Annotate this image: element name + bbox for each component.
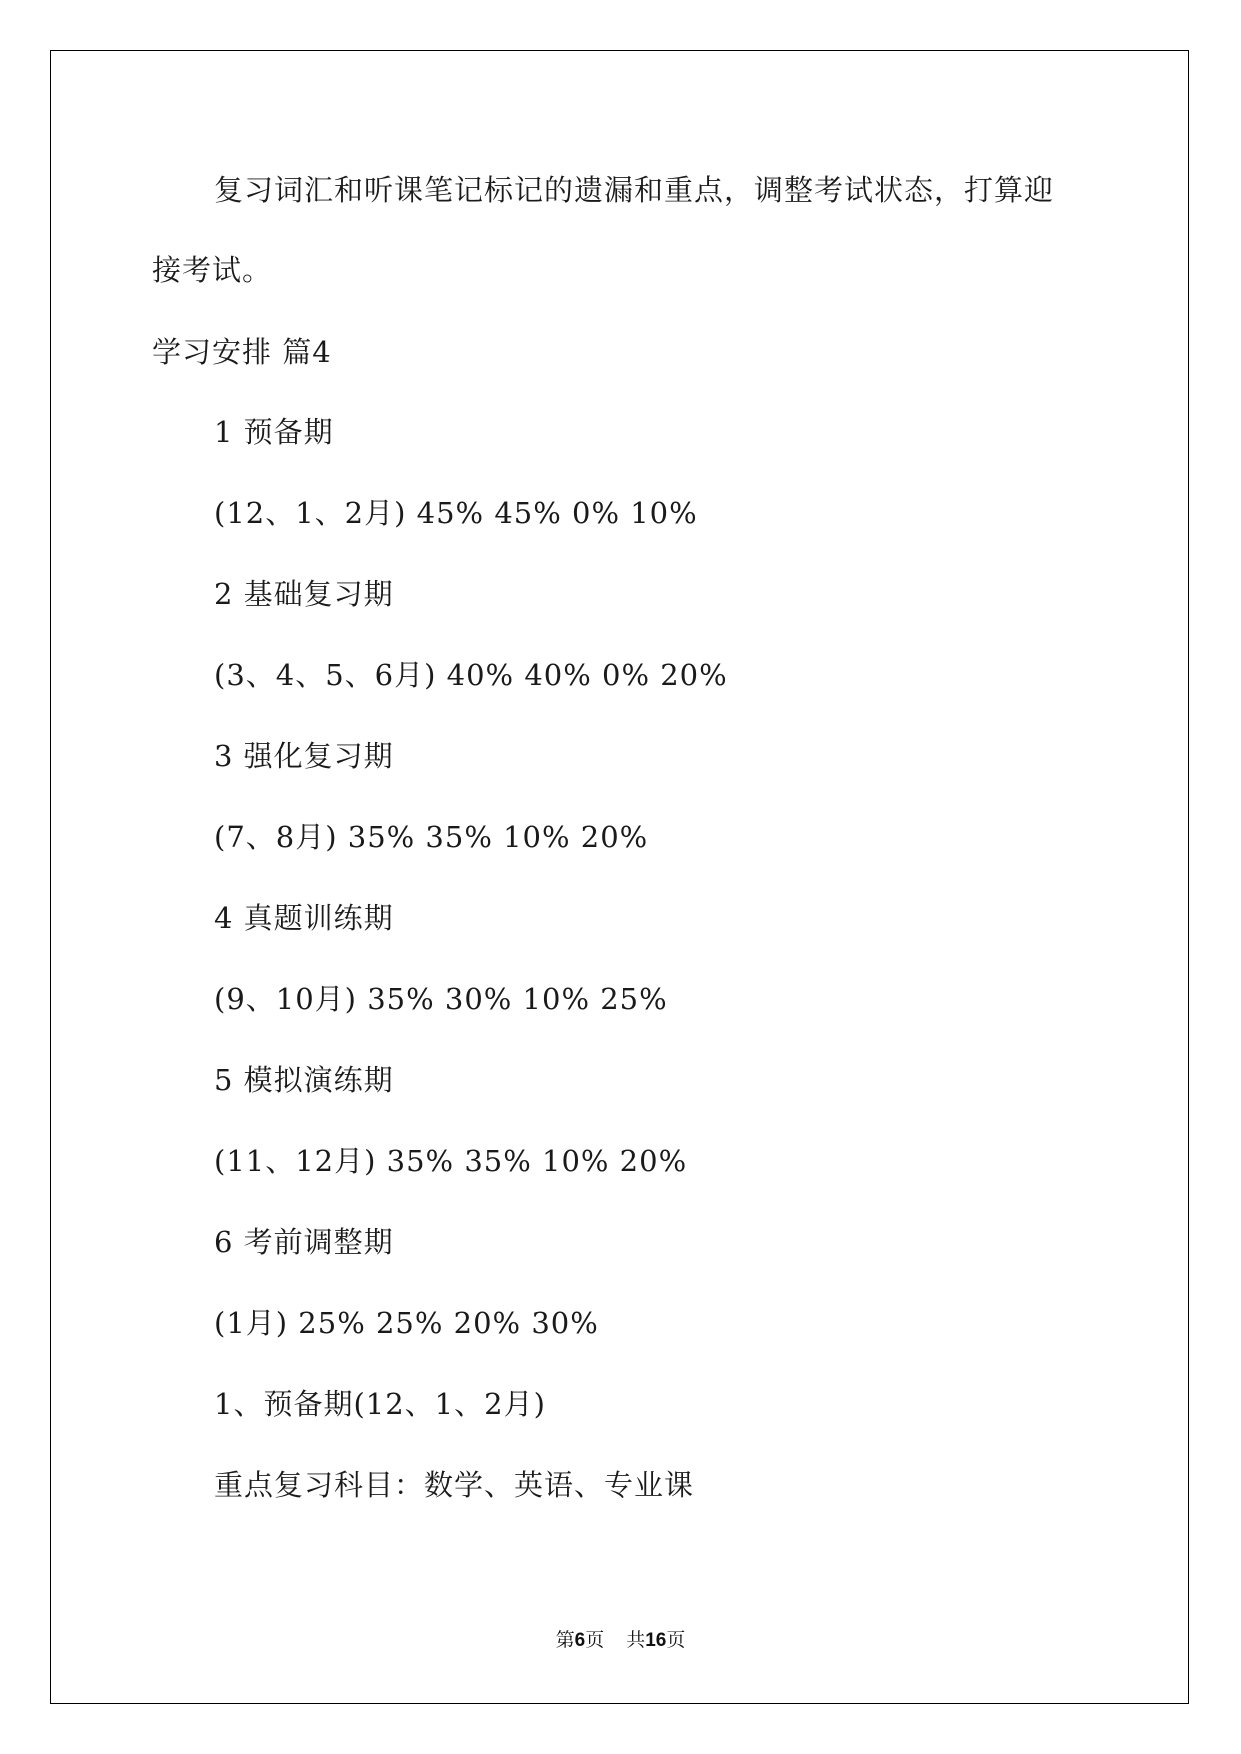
phase-title: 1 预备期 bbox=[214, 415, 334, 449]
footer-page-suffix: 页 bbox=[585, 1629, 605, 1651]
section-heading: 学习安排 篇4 bbox=[152, 335, 332, 369]
page-border bbox=[50, 50, 1189, 1704]
phase-title: 5 模拟演练期 bbox=[214, 1063, 394, 1097]
phase-allocation: (9、10月) 35% 30% 10% 25% bbox=[214, 982, 668, 1016]
phase-allocation: (12、1、2月) 45% 45% 0% 10% bbox=[214, 496, 698, 530]
paragraph-line: 接考试。 bbox=[152, 253, 273, 287]
subsection-heading: 1、预备期(12、1、2月) bbox=[214, 1387, 546, 1421]
phase-title: 6 考前调整期 bbox=[214, 1225, 394, 1259]
paragraph-line: 复习词汇和听课笔记标记的遗漏和重点，调整考试状态，打算迎 bbox=[214, 173, 1055, 207]
phase-title: 2 基础复习期 bbox=[214, 577, 394, 611]
phase-title: 3 强化复习期 bbox=[214, 739, 394, 773]
phase-allocation: (11、12月) 35% 35% 10% 20% bbox=[214, 1144, 688, 1178]
phase-title: 4 真题训练期 bbox=[214, 901, 394, 935]
footer-total-suffix: 页 bbox=[666, 1629, 686, 1651]
phase-allocation: (1月) 25% 25% 20% 30% bbox=[214, 1306, 599, 1340]
footer-page-current: 6 bbox=[574, 1630, 586, 1651]
phase-allocation: (7、8月) 35% 35% 10% 20% bbox=[214, 820, 649, 854]
footer-page-total: 16 bbox=[645, 1630, 667, 1651]
footer-total-prefix: 共 bbox=[626, 1629, 646, 1651]
page-footer bbox=[0, 1627, 1241, 1654]
paragraph-line: 重点复习科目：数学、英语、专业课 bbox=[214, 1468, 695, 1502]
phase-allocation: (3、4、5、6月) 40% 40% 0% 20% bbox=[214, 658, 728, 692]
footer-page-prefix: 第 bbox=[555, 1629, 575, 1651]
